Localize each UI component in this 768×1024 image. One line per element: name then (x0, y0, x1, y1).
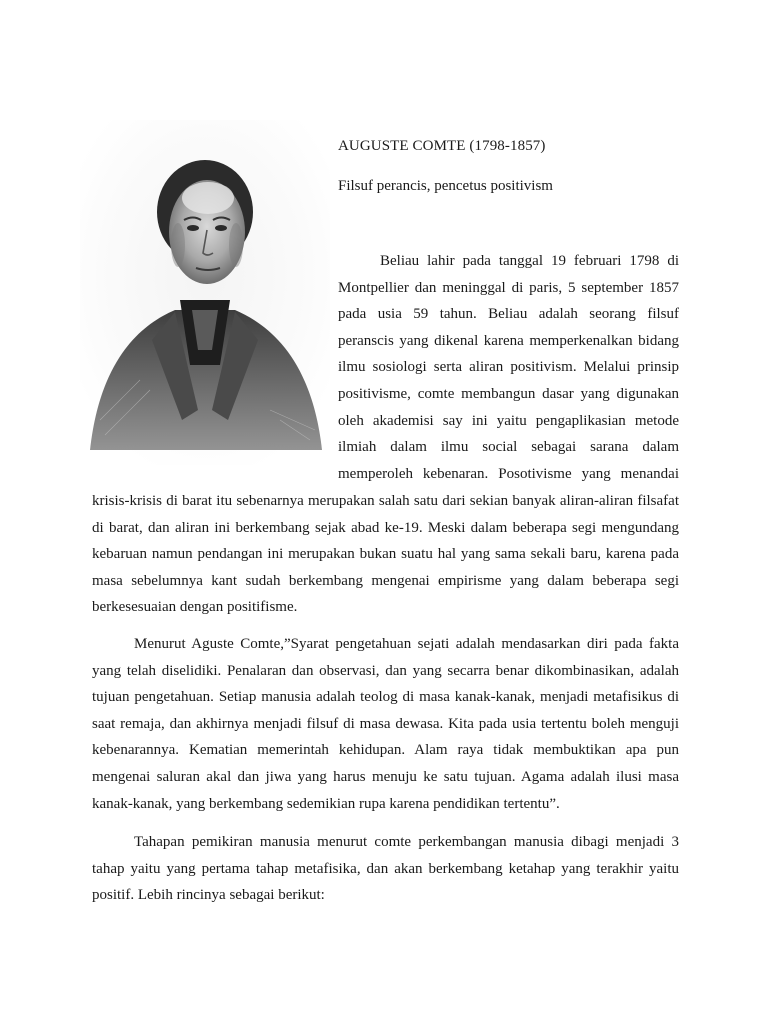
text-line: memperoleh kebenaran. Posotivisme yang menandai (338, 465, 679, 482)
text-line: tahap yaitu yang pertama tahap metafisika, dan akan berkembang ketahap yang terakhir yaitu (92, 860, 679, 877)
text-line: kanak-kanak, yang berkembang sedemikian rupa karena pendidikan tertentu”. (92, 795, 560, 812)
text-line: positif. Lebih rincinya sebagai berikut: (92, 887, 325, 904)
portrait-icon (80, 120, 330, 465)
text-line: positivisme, comte membangun dasar yang digunakan (338, 385, 679, 402)
paragraph-1-side-block (338, 248, 679, 487)
paragraph-2 (92, 631, 679, 817)
text-line: di barat, dan aliran ini berkembang sejak abad ke-19. Meski dalam beberapa segi mengundang (92, 519, 679, 536)
text-line: pada usia 59 tahun. Beliau adalah seorang filsuf (338, 306, 679, 323)
text-line: Montpellier dan meninggal di paris, 5 september 1857 (338, 279, 679, 296)
text-line: krisis-krisis di barat itu sebenarnya merupakan salah satu dari sekian banyak aliran-aliran filsafat (92, 493, 679, 509)
text-line: ilmu sosiologi serta aliran positivism. Melalui prinsip (338, 359, 679, 376)
text-line: masa sebelumnya kant sudah berkembang mengenai empirisme yang dalam beberapa segi (92, 572, 679, 589)
text-line: kebenarannya. Kematian memerintah kehidupan. Alam raya tidak membuktikan apa pun (92, 742, 679, 759)
text-line: saat remaja, dan akhirnya menjadi filsuf di masa dewasa. Kita pada usia tertentu boleh menguji (92, 715, 679, 732)
page-subtitle: Filsuf perancis, pencetus positivism (338, 178, 553, 194)
text-line: mengenai saluran akal dan jiwa yang harus menuju ke satu tujuan. Agama adalah ilusi masa (92, 768, 679, 785)
text-line: Menurut Aguste Comte,”Syarat pengetahuan sejati adalah mendasarkan diri pada fakta (134, 636, 679, 652)
text-line: Tahapan pemikiran manusia menurut comte perkembangan manusia dibagi menjadi 3 (134, 834, 679, 850)
text-line: ilmiah dalam ilmu social sebagai sarana dalam (338, 439, 679, 456)
text-line: tujuan pengetahuan. Setiap manusia adalah teolog di masa kanak-kanak, menjadi metafisikus di (92, 689, 679, 706)
text-line: Beliau lahir pada tanggal 19 februari 1798 di (380, 253, 679, 269)
text-line: yang telah diselidiki. Penalaran dan observasi, dan yang secarra benar dikombinasikan, adalah (92, 662, 679, 679)
text-line: peranscis yang dikenal karena memperkenalkan bidang (338, 332, 679, 349)
paragraph-3 (92, 829, 679, 909)
text-line: berkesesuaian dengan positifisme. (92, 599, 298, 616)
paragraph-1-full-block (92, 488, 679, 621)
portrait-image (80, 120, 330, 465)
text-line: kebaruan namun pendangan ini merupakan bukan suatu hal yang sama sekali baru, karena pada (92, 546, 679, 563)
page-title: AUGUSTE COMTE (1798-1857) (338, 138, 546, 154)
text-line: oleh akademisi say ini yaitu pengaplikasian metode (338, 412, 679, 429)
